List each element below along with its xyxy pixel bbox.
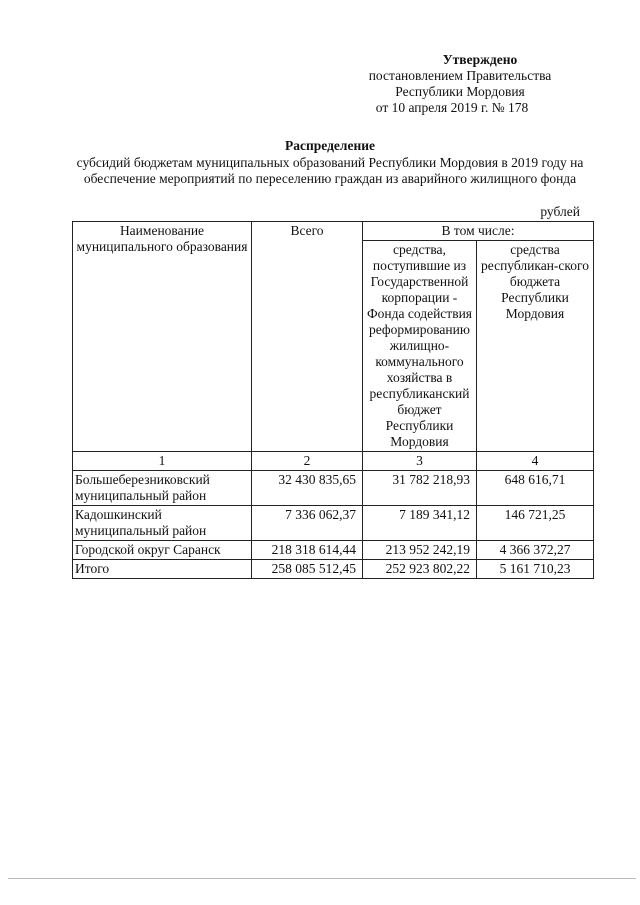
document-heading: [70, 138, 590, 187]
header-name: Наименование муниципального образования: [73, 222, 252, 452]
cell-total: 258 085 512,45: [252, 560, 363, 579]
table-row: [73, 471, 594, 506]
cell-total: 7 336 062,37: [252, 506, 363, 541]
cell-fund: 213 952 242,19: [363, 541, 477, 560]
header-total: Всего: [252, 222, 363, 452]
cell-republic: 5 161 710,23: [477, 560, 594, 579]
cell-republic: 648 616,71: [477, 471, 594, 506]
cell-fund: 252 923 802,22: [363, 560, 477, 579]
index-cell: 4: [477, 452, 594, 471]
table-header-row: [73, 222, 594, 241]
header-republic: средства республикан-ского бюджета Республики Мордовия: [477, 241, 594, 452]
approval-date-line: от 10 апреля 2019 г. № 178: [375, 100, 529, 115]
distribution-table: [72, 221, 594, 579]
approval-block: [340, 52, 580, 116]
cell-name: Итого: [73, 560, 252, 579]
table-row: [73, 541, 594, 560]
bottom-divider: [8, 878, 636, 879]
currency-unit: рублей: [540, 204, 580, 219]
cell-name: Большеберезниковский муниципальный район: [73, 471, 252, 506]
cell-total: 32 430 835,65: [252, 471, 363, 506]
approval-line-2: Республики Мордовия: [395, 84, 525, 99]
table-row-total: [73, 560, 594, 579]
cell-name: Городской округ Саранск: [73, 541, 252, 560]
index-cell: 1: [73, 452, 252, 471]
approval-line-1: постановлением Правительства: [368, 68, 552, 83]
index-cell: 2: [252, 452, 363, 471]
table-index-row: [73, 452, 594, 471]
cell-republic: 146 721,25: [477, 506, 594, 541]
approval-title: Утверждено: [442, 52, 518, 67]
cell-name: Кадошкинский муниципальный район: [73, 506, 252, 541]
table-row: [73, 506, 594, 541]
cell-total: 218 318 614,44: [252, 541, 363, 560]
cell-republic: 4 366 372,27: [477, 541, 594, 560]
index-cell: 3: [363, 452, 477, 471]
document-title: Распределение: [284, 138, 376, 153]
header-fund: средства, поступившие из Государственной корпорации - Фонда содействия реформированию жилищно-коммунального хозяйства в республиканский бюджет Республики Мордовия: [363, 241, 477, 452]
cell-fund: 7 189 341,12: [363, 506, 477, 541]
cell-fund: 31 782 218,93: [363, 471, 477, 506]
header-including: В том числе:: [363, 222, 594, 241]
document-subtitle: субсидий бюджетам муниципальных образований Республики Мордовия в 2019 году на обеспечение мероприятий по переселению граждан из аварийного жилищного фонда: [76, 155, 584, 186]
